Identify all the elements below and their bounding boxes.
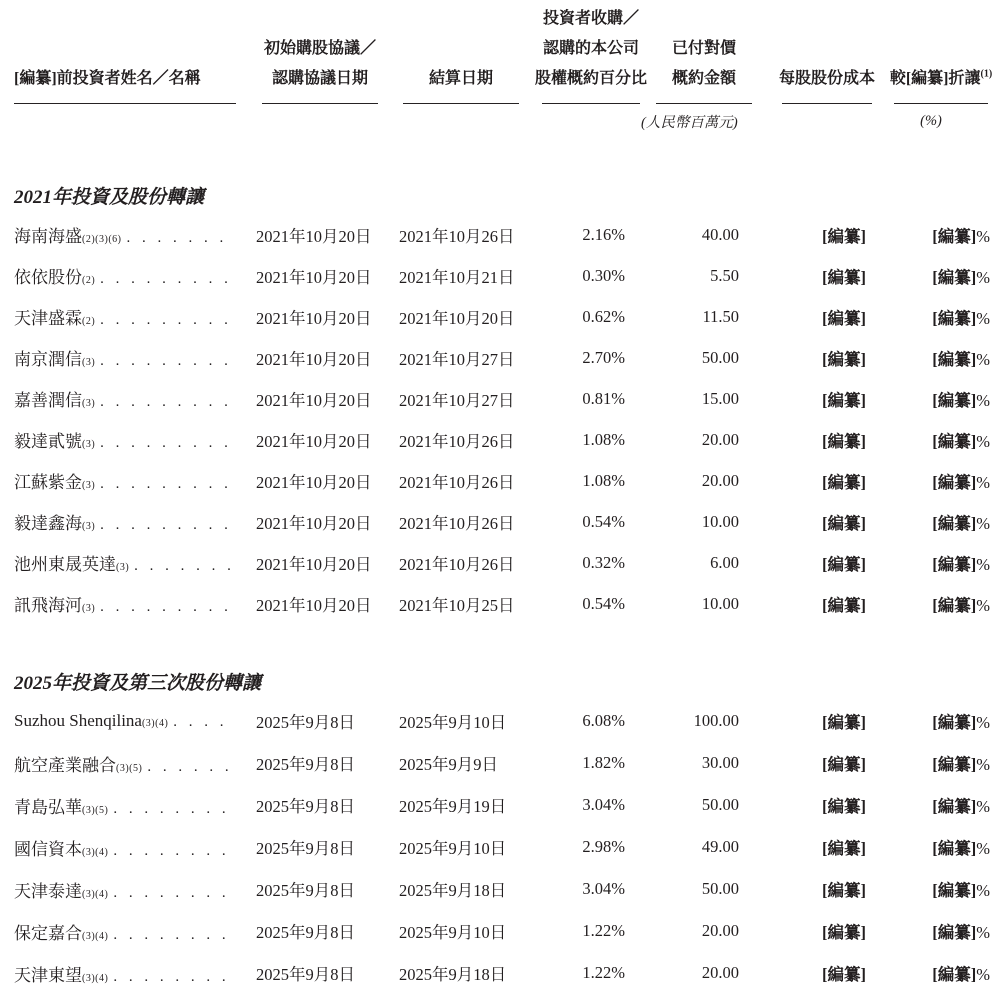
header-underline bbox=[262, 103, 378, 104]
settlement-date: 2025年9月19日 bbox=[399, 797, 507, 816]
consideration-amount: 100.00 bbox=[693, 711, 739, 730]
settlement-date: 2021年10月25日 bbox=[399, 595, 515, 615]
consideration-unit-note: (人民幣百萬元) bbox=[641, 114, 738, 131]
col-header-discount-label bbox=[890, 64, 992, 94]
settlement-date: 2025年9月9日 bbox=[399, 755, 498, 774]
investor-name-cell: 依依股份 (2) . . . bbox=[0, 255, 240, 296]
consideration-amount: 5.50 bbox=[710, 265, 739, 285]
equity-percentage: 0.54% bbox=[582, 593, 625, 613]
cost-per-share: [編纂] bbox=[822, 797, 866, 816]
equity-percentage: 0.54% bbox=[582, 511, 625, 531]
col-header-settlement-date bbox=[385, 0, 520, 104]
agreement-date: 2025年9月8日 bbox=[256, 713, 355, 732]
discount-suffix: % bbox=[976, 839, 990, 858]
discount-value: [編纂] bbox=[932, 226, 977, 246]
discount-suffix: % bbox=[976, 923, 990, 942]
equity-percentage: 1.22% bbox=[582, 921, 625, 940]
agreement-date: 2025年9月8日 bbox=[256, 755, 355, 774]
consideration-amount: 15.00 bbox=[701, 388, 739, 408]
investor-name: 毅達貳號 bbox=[14, 432, 82, 451]
investor-name-cell: 天津泰達 (3)(4) . . . bbox=[0, 868, 240, 910]
section-title-row bbox=[0, 624, 1000, 700]
cost-per-share: [編纂] bbox=[822, 965, 866, 984]
equity-percentage: 2.16% bbox=[582, 224, 625, 244]
settlement-date: 2025年9月18日 bbox=[399, 881, 507, 900]
consideration-amount: 20.00 bbox=[701, 470, 739, 490]
discount-suffix: % bbox=[976, 513, 990, 533]
table-body bbox=[0, 138, 1000, 994]
agreement-date: 2021年10月20日 bbox=[256, 513, 372, 533]
discount-value: [編纂] bbox=[932, 472, 977, 492]
consideration-amount: 50.00 bbox=[701, 795, 739, 814]
dot-leader bbox=[100, 476, 232, 493]
investor-row bbox=[0, 826, 1000, 868]
cost-per-share: [編纂] bbox=[822, 349, 866, 369]
agreement-date: 2021年10月20日 bbox=[256, 554, 372, 574]
investor-name: 訊飛海河 bbox=[14, 596, 82, 615]
settlement-date: 2021年10月27日 bbox=[399, 390, 515, 410]
settlement-date: 2025年9月10日 bbox=[399, 713, 507, 732]
settlement-date: 2021年10月26日 bbox=[399, 472, 515, 492]
col-header-cost-per-share bbox=[754, 0, 876, 104]
discount-cell bbox=[872, 742, 1000, 784]
investor-row bbox=[0, 700, 1000, 742]
investor-row bbox=[0, 214, 1000, 255]
header-underline bbox=[656, 103, 752, 104]
agreement-date: 2021年10月20日 bbox=[256, 390, 372, 410]
consideration-amount: 6.00 bbox=[710, 552, 739, 572]
investor-name-cell: 保定嘉合 (3)(4) . . . bbox=[0, 910, 240, 952]
investor-name-cell: Suzhou Shenqilina (3)(4) . . . bbox=[0, 700, 240, 742]
header-underline bbox=[894, 103, 988, 104]
investor-name-cell: 南京潤信 (3) . . . bbox=[0, 337, 240, 378]
equity-percentage: 1.08% bbox=[582, 429, 625, 449]
discount-suffix: % bbox=[976, 390, 990, 410]
investor-name: 海南海盛 bbox=[14, 227, 82, 246]
discount-suffix: % bbox=[976, 713, 990, 732]
cost-per-share: [編纂] bbox=[822, 881, 866, 900]
discount-value: [編纂] bbox=[932, 923, 977, 942]
discount-cell bbox=[872, 378, 1000, 419]
discount-cell bbox=[872, 419, 1000, 460]
investor-name: 天津盛霖 bbox=[14, 309, 82, 328]
col-header-equity-percentage bbox=[520, 0, 648, 104]
discount-cell bbox=[872, 337, 1000, 378]
cost-per-share: [編纂] bbox=[822, 554, 866, 574]
consideration-amount: 20.00 bbox=[701, 429, 739, 449]
header-underline bbox=[403, 103, 519, 104]
cost-per-share: [編纂] bbox=[822, 713, 866, 732]
investor-name-cell: 天津東望 (3)(4) . . . bbox=[0, 952, 240, 994]
investor-name-cell: 嘉善潤信 (3) . . . bbox=[0, 378, 240, 419]
header-subnote-row bbox=[0, 104, 1000, 138]
settlement-date: 2021年10月21日 bbox=[399, 267, 515, 287]
col-header-equity-line1: 投資者收購／ bbox=[542, 10, 639, 27]
investor-name-cell: 天津盛霖 (2) . . . bbox=[0, 296, 240, 337]
investor-name-cell: 國信資本 (3)(4) . . . bbox=[0, 826, 240, 868]
dot-leader bbox=[100, 599, 232, 616]
consideration-amount: 50.00 bbox=[701, 347, 739, 367]
equity-percentage: 0.32% bbox=[582, 552, 625, 572]
investor-row bbox=[0, 868, 1000, 910]
cost-per-share: [編纂] bbox=[822, 390, 866, 410]
discount-value: [編纂] bbox=[932, 595, 977, 615]
agreement-date: 2025年9月8日 bbox=[256, 839, 355, 858]
dot-leader bbox=[126, 230, 232, 247]
settlement-date: 2021年10月27日 bbox=[399, 349, 515, 369]
agreement-date: 2021年10月20日 bbox=[256, 308, 372, 328]
investor-row bbox=[0, 460, 1000, 501]
investor-row bbox=[0, 742, 1000, 784]
header-underline bbox=[542, 103, 640, 104]
investor-name: 南京潤信 bbox=[14, 350, 82, 369]
settlement-date: 2025年9月18日 bbox=[399, 965, 507, 984]
cost-per-share: [編纂] bbox=[822, 431, 866, 451]
discount-value: [編纂] bbox=[932, 755, 977, 774]
header-underline bbox=[782, 103, 872, 104]
discount-suffix: % bbox=[976, 595, 990, 615]
dot-leader bbox=[147, 759, 232, 776]
discount-cell bbox=[872, 501, 1000, 542]
settlement-date: 2021年10月26日 bbox=[399, 554, 515, 574]
investor-name: 依依股份 bbox=[14, 268, 82, 287]
discount-value: [編纂] bbox=[932, 513, 977, 533]
investor-name: 嘉善潤信 bbox=[14, 391, 82, 410]
settlement-date: 2021年10月26日 bbox=[399, 513, 515, 533]
consideration-amount: 20.00 bbox=[701, 921, 739, 940]
agreement-date: 2021年10月20日 bbox=[256, 431, 372, 451]
cost-per-share: [編纂] bbox=[822, 308, 866, 328]
cost-per-share: [編纂] bbox=[822, 755, 866, 774]
consideration-amount: 10.00 bbox=[701, 511, 739, 531]
investor-name: 天津泰達 bbox=[14, 881, 82, 901]
dot-leader bbox=[100, 435, 232, 452]
investor-row bbox=[0, 501, 1000, 542]
dot-leader bbox=[100, 517, 232, 534]
investor-name: 池州東晟英達 bbox=[14, 555, 116, 574]
consideration-amount: 30.00 bbox=[701, 753, 739, 772]
equity-percentage: 0.62% bbox=[582, 306, 625, 326]
discount-suffix: % bbox=[976, 881, 990, 900]
agreement-date: 2025年9月8日 bbox=[256, 965, 355, 984]
col-header-agreement-date-line2: 認購協議日期 bbox=[271, 70, 368, 87]
equity-percentage: 2.98% bbox=[582, 837, 625, 856]
discount-suffix: % bbox=[976, 755, 990, 774]
discount-cell bbox=[872, 296, 1000, 337]
investor-name: 保定嘉合 bbox=[14, 923, 82, 943]
investor-name-cell: 池州東晟英達 (3) . . . bbox=[0, 542, 240, 583]
col-header-agreement-date bbox=[240, 0, 385, 104]
agreement-date: 2021年10月20日 bbox=[256, 267, 372, 287]
header-underline bbox=[14, 103, 236, 104]
dot-leader bbox=[113, 801, 232, 818]
consideration-amount: 40.00 bbox=[701, 224, 739, 244]
investor-row bbox=[0, 542, 1000, 583]
col-header-agreement-date-line1: 初始購股協議／ bbox=[263, 40, 376, 57]
discount-value: [編纂] bbox=[932, 390, 977, 410]
cost-per-share: [編纂] bbox=[822, 595, 866, 615]
settlement-date: 2021年10月26日 bbox=[399, 226, 515, 246]
settlement-date: 2021年10月20日 bbox=[399, 308, 515, 328]
cost-per-share: [編纂] bbox=[822, 513, 866, 533]
investor-row bbox=[0, 419, 1000, 460]
equity-percentage: 3.04% bbox=[582, 879, 625, 898]
col-header-settlement-date-label: 結算日期 bbox=[428, 70, 493, 87]
discount-value: [編纂] bbox=[932, 839, 977, 858]
dot-leader bbox=[173, 714, 232, 731]
discount-value: [編纂] bbox=[932, 267, 977, 287]
agreement-date: 2025年9月8日 bbox=[256, 923, 355, 942]
discount-cell bbox=[872, 255, 1000, 296]
cost-per-share: [編纂] bbox=[822, 267, 866, 287]
equity-percentage: 2.70% bbox=[582, 347, 625, 367]
consideration-amount: 20.00 bbox=[701, 963, 739, 982]
equity-percentage: 1.22% bbox=[582, 963, 625, 982]
section-title: 2021年投資及股份轉讓 bbox=[14, 187, 205, 208]
cost-per-share: [編纂] bbox=[822, 923, 866, 942]
discount-value: [編纂] bbox=[932, 554, 977, 574]
agreement-date: 2021年10月20日 bbox=[256, 349, 372, 369]
investor-name-cell: 江蘇紫金 (3) . . . bbox=[0, 460, 240, 501]
discount-suffix: % bbox=[976, 554, 990, 574]
discount-cell bbox=[872, 542, 1000, 583]
discount-unit-note: (%) bbox=[920, 112, 942, 129]
investor-name: 青島弘華 bbox=[14, 797, 82, 817]
equity-percentage: 3.04% bbox=[582, 795, 625, 814]
discount-suffix: % bbox=[976, 267, 990, 287]
discount-suffix: % bbox=[976, 349, 990, 369]
table-header-row bbox=[0, 0, 1000, 104]
equity-percentage: 0.30% bbox=[582, 265, 625, 285]
discount-suffix: % bbox=[976, 797, 990, 816]
discount-value: [編纂] bbox=[932, 797, 977, 816]
investor-row bbox=[0, 337, 1000, 378]
discount-suffix: % bbox=[976, 226, 990, 246]
investor-name-cell: 青島弘華 (3)(5) . . . bbox=[0, 784, 240, 826]
section-title-row bbox=[0, 138, 1000, 214]
consideration-amount: 49.00 bbox=[701, 837, 739, 856]
discount-suffix: % bbox=[976, 965, 990, 984]
discount-cell bbox=[872, 460, 1000, 501]
col-header-investor-name bbox=[0, 0, 240, 104]
dot-leader bbox=[113, 969, 232, 986]
investor-row bbox=[0, 910, 1000, 952]
investor-name-cell: 海南海盛 (2)(3)(6) . . . bbox=[0, 214, 240, 255]
agreement-date: 2021年10月20日 bbox=[256, 472, 372, 492]
dot-leader bbox=[100, 394, 232, 411]
investor-name-cell: 毅達鑫海 (3) . . . bbox=[0, 501, 240, 542]
discount-suffix: % bbox=[976, 472, 990, 492]
dot-leader bbox=[113, 927, 232, 944]
dot-leader bbox=[113, 843, 232, 860]
agreement-date: 2021年10月20日 bbox=[256, 226, 372, 246]
investor-row bbox=[0, 378, 1000, 419]
col-header-equity-line2: 認購的本公司 bbox=[542, 40, 639, 57]
equity-percentage: 0.81% bbox=[582, 388, 625, 408]
investor-name: 毅達鑫海 bbox=[14, 514, 82, 533]
discount-cell bbox=[872, 784, 1000, 826]
investor-name: Suzhou Shenqilina bbox=[14, 711, 142, 730]
cost-per-share: [編纂] bbox=[822, 839, 866, 858]
cost-per-share: [編纂] bbox=[822, 226, 866, 246]
dot-leader bbox=[113, 885, 232, 902]
investor-row bbox=[0, 255, 1000, 296]
col-header-consideration-line1: 已付對價 bbox=[671, 40, 736, 57]
settlement-date: 2021年10月26日 bbox=[399, 431, 515, 451]
investor-name-cell: 毅達貳號 (3) . . . bbox=[0, 419, 240, 460]
equity-percentage: 6.08% bbox=[582, 711, 625, 730]
discount-value: [編纂] bbox=[932, 965, 977, 984]
equity-percentage: 1.08% bbox=[582, 470, 625, 490]
col-header-cost-per-share-label: 每股股份成本 bbox=[779, 70, 876, 87]
discount-value: [編纂] bbox=[932, 308, 977, 328]
col-header-investor-name-label: [編纂]前投資者姓名／名稱 bbox=[14, 70, 201, 87]
dot-leader bbox=[100, 353, 232, 370]
investor-row bbox=[0, 296, 1000, 337]
equity-percentage: 1.82% bbox=[582, 753, 625, 772]
col-header-discount bbox=[872, 0, 1000, 104]
section-title: 2025年投資及第三次股份轉讓 bbox=[14, 673, 262, 694]
discount-cell bbox=[872, 910, 1000, 952]
consideration-amount: 50.00 bbox=[701, 879, 739, 898]
investor-row bbox=[0, 784, 1000, 826]
investor-name-cell: 訊飛海河 (3) . . . bbox=[0, 583, 240, 624]
col-header-consideration-line2: 概約金額 bbox=[671, 70, 736, 87]
settlement-date: 2025年9月10日 bbox=[399, 839, 507, 858]
investor-name-cell: 航空產業融合 (3)(5) . . . bbox=[0, 742, 240, 784]
consideration-amount: 11.50 bbox=[702, 306, 739, 326]
cost-per-share: [編纂] bbox=[822, 472, 866, 492]
investor-row bbox=[0, 952, 1000, 994]
investor-name: 江蘇紫金 bbox=[14, 473, 82, 492]
discount-suffix: % bbox=[976, 431, 990, 451]
dot-leader bbox=[100, 271, 232, 288]
col-header-discount-footnote: (1) bbox=[980, 68, 993, 80]
discount-suffix: % bbox=[976, 308, 990, 328]
discount-cell bbox=[872, 700, 1000, 742]
investor-row bbox=[0, 583, 1000, 624]
investor-name: 國信資本 bbox=[14, 839, 82, 859]
investor-name: 天津東望 bbox=[14, 965, 82, 985]
agreement-date: 2025年9月8日 bbox=[256, 881, 355, 900]
investor-name: 航空產業融合 bbox=[14, 755, 116, 775]
discount-value: [編纂] bbox=[932, 713, 977, 732]
agreement-date: 2021年10月20日 bbox=[256, 595, 372, 615]
dot-leader bbox=[100, 312, 232, 329]
discount-value: [編纂] bbox=[932, 349, 977, 369]
discount-cell bbox=[872, 826, 1000, 868]
col-header-discount-text: 較[編纂]折讓 bbox=[889, 70, 981, 87]
agreement-date: 2025年9月8日 bbox=[256, 797, 355, 816]
dot-leader bbox=[134, 558, 232, 575]
discount-cell bbox=[872, 868, 1000, 910]
settlement-date: 2025年9月10日 bbox=[399, 923, 507, 942]
consideration-amount: 10.00 bbox=[701, 593, 739, 613]
col-header-equity-line3: 股權概約百分比 bbox=[535, 70, 648, 87]
discount-cell bbox=[872, 952, 1000, 994]
discount-value: [編纂] bbox=[932, 881, 977, 900]
discount-cell bbox=[872, 214, 1000, 255]
col-header-consideration bbox=[640, 0, 754, 104]
discount-cell bbox=[872, 583, 1000, 624]
discount-value: [編纂] bbox=[932, 431, 977, 451]
